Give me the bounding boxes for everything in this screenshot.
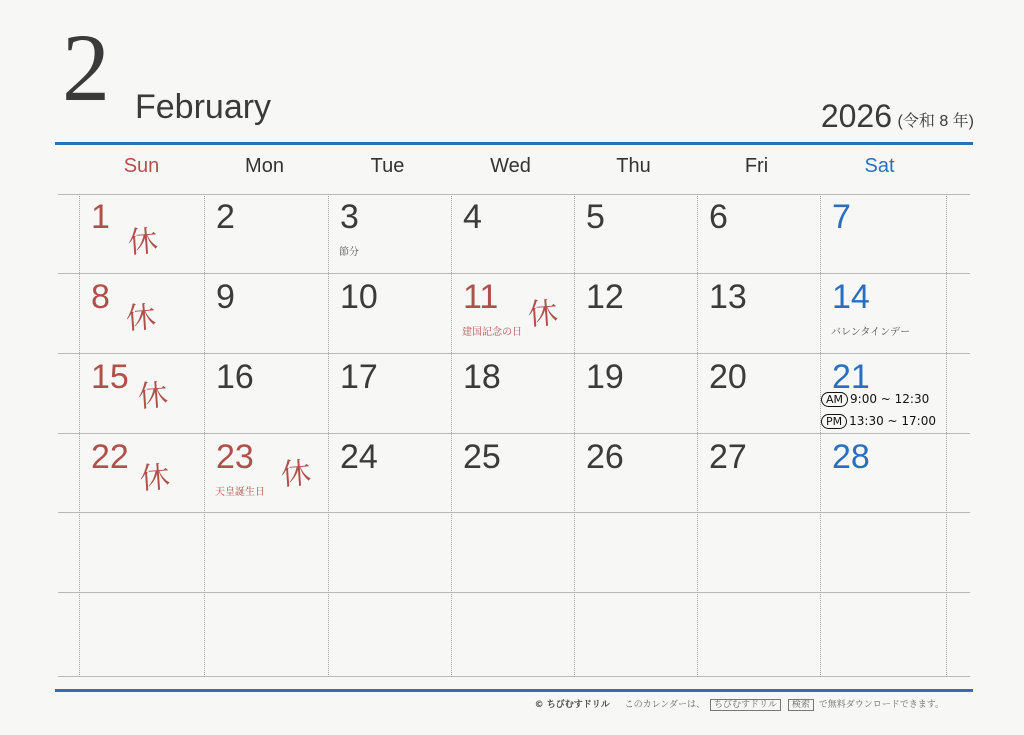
holiday-mark: 休 [136,377,170,416]
day-number: 13 [709,278,747,316]
weekday-wed: Wed [490,155,531,177]
day-cell[interactable] [205,274,328,353]
day-cell[interactable] [80,354,203,433]
footer-text-after: で無料ダウンロードできます。 [818,700,944,710]
day-cell[interactable] [575,194,698,273]
grid-line [58,592,970,593]
day-cell[interactable] [452,274,575,353]
weekday-sat: Sat [864,155,895,177]
weekday-header-row [80,155,968,185]
day-cell[interactable] [575,274,698,353]
footer-search-box: ちびむすドリル [710,699,781,711]
day-cell[interactable] [205,434,328,513]
month-name: February [135,88,272,126]
am-label: AM [821,392,848,407]
day-number: 22 [91,438,129,476]
day-cell[interactable] [452,194,575,273]
holiday-mark: 休 [526,295,560,334]
day-number: 27 [709,438,747,476]
month-number: 2 [62,14,110,121]
day-number: 19 [586,358,624,396]
am-time: 9:00 ~ 12:30 [850,392,930,406]
day-cell[interactable] [452,434,575,513]
day-number: 25 [463,438,501,476]
day-note: バレンタインデー [831,327,911,338]
day-cell[interactable] [452,354,575,433]
day-cell[interactable] [821,434,944,513]
day-number: 11 [463,278,499,316]
day-note: 節分 [339,247,359,258]
day-cell[interactable] [329,274,452,353]
day-cell[interactable] [698,274,821,353]
day-note: 建国記念の日 [462,327,522,338]
day-number: 28 [832,438,870,476]
day-cell[interactable] [329,354,452,433]
day-number: 8 [91,278,110,316]
year: 2026 [820,98,892,134]
handwritten-pm-hours [821,414,936,429]
day-cell[interactable] [205,194,328,273]
day-number: 2 [216,198,235,236]
day-number: 26 [586,438,624,476]
day-number: 12 [586,278,624,316]
day-cell[interactable] [575,434,698,513]
holiday-mark: 休 [126,223,160,262]
day-number: 7 [832,198,851,236]
footer-search-button: 検索 [788,699,814,711]
grid-line [58,676,970,677]
weekday-mon: Mon [245,155,284,177]
pm-time: 13:30 ~ 17:00 [849,414,936,428]
day-number: 5 [586,198,605,236]
footer-text-before: このカレンダーは、 [624,700,706,710]
day-cell[interactable] [698,194,821,273]
weekday-sun: Sun [123,155,160,177]
grid-line [946,194,947,677]
calendar-grid [58,194,970,677]
day-cell[interactable] [821,194,944,273]
pm-label: PM [821,414,847,429]
day-number: 16 [216,358,254,396]
holiday-mark: 休 [279,455,313,494]
era-label: (令和 8 年) [897,113,974,130]
weekday-fri: Fri [744,155,769,177]
day-number: 4 [463,198,482,236]
holiday-mark: 休 [138,459,172,498]
brand-logo: © ちびむすドリル [534,700,610,710]
day-cell[interactable] [329,434,452,513]
day-cell[interactable] [80,434,203,513]
day-number: 15 [91,358,129,396]
day-number: 24 [340,438,378,476]
day-cell[interactable] [821,274,944,353]
day-cell[interactable] [80,274,203,353]
handwritten-am-hours [821,392,929,407]
day-number: 3 [340,198,359,236]
day-number: 9 [216,278,235,316]
weekday-thu: Thu [616,155,651,177]
day-number: 1 [91,198,110,236]
day-cell[interactable] [575,354,698,433]
bottom-rule [55,689,973,692]
day-cell[interactable] [329,194,452,273]
day-number: 6 [709,198,728,236]
day-cell[interactable] [80,194,203,273]
day-number: 21 [832,358,870,396]
day-number: 14 [832,278,870,316]
day-number: 20 [709,358,747,396]
day-number: 23 [216,438,254,476]
top-rule [55,142,973,145]
day-number: 10 [340,278,378,316]
footer-credit [535,697,944,710]
day-cell[interactable] [698,434,821,513]
day-cell[interactable] [205,354,328,433]
day-number: 18 [463,358,501,396]
day-note: 天皇誕生日 [215,487,265,498]
day-cell[interactable] [821,354,944,433]
day-number: 17 [340,358,378,396]
day-cell[interactable] [698,354,821,433]
holiday-mark: 休 [124,299,158,338]
weekday-tue: Tue [370,155,405,177]
